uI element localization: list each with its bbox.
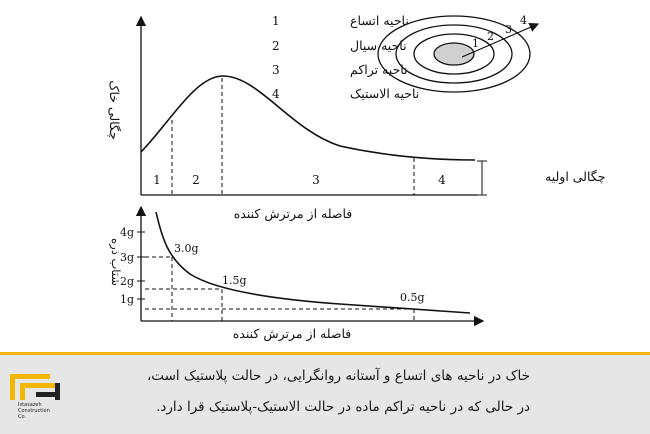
zone-label-2: 2 — [192, 173, 200, 187]
zone-label-3: 3 — [312, 173, 320, 187]
annotation-0.5g: 0.5g — [400, 291, 425, 304]
zone-label-1: 1 — [153, 173, 161, 187]
top-x-axis-label: فاصله از مرترش کننده — [233, 206, 353, 221]
legend-item-3-num: 3 — [272, 63, 280, 77]
annotation-1.5g: 1.5g — [222, 274, 247, 287]
bottom-x-axis-label: فاصله از مرترش کننده — [232, 326, 352, 341]
logo-line-2: Construction — [18, 408, 50, 414]
legend-item-1-num: 1 — [272, 14, 280, 28]
ring-label-4: 4 — [520, 14, 527, 27]
caption-line-1: خاک در ناحیه های اتساع و آستانه روانگرایی، در حالت پلاستیک است، — [146, 368, 530, 384]
logo-line-1: Istasazeh — [18, 402, 42, 408]
top-y-axis-label: چگالی خاک — [107, 80, 122, 140]
annotation-3.0g: 3.0g — [174, 242, 199, 255]
zone-legend — [272, 13, 419, 101]
legend-item-4-text: ناحیه الاستیک — [350, 86, 420, 101]
legend-item-2-text: ناحیه سیال — [350, 38, 407, 53]
tick-label-3g: 3g — [119, 251, 134, 264]
bottom-y-axis-label: شتاب ذره — [109, 238, 123, 286]
ring-label-2: 2 — [487, 30, 494, 43]
tick-label-2g: 2g — [119, 275, 134, 288]
legend-item-1-text: ناحیه اتساع — [350, 13, 409, 28]
caption-line-2: در حالی که در ناحیه تراکم ماده در حالت الاستیک-پلاستیک قرا دارد. — [156, 399, 530, 415]
bottom-chart — [109, 207, 483, 342]
concentric-zones-diagram — [378, 14, 538, 92]
logo-line-3: Co. — [18, 414, 27, 420]
zone-label-4: 4 — [438, 173, 446, 187]
initial-density-label: چگالی اولیه — [545, 169, 606, 184]
ring-label-1: 1 — [472, 37, 479, 50]
tick-label-4g: 4g — [119, 226, 134, 239]
caption-bar — [0, 352, 650, 434]
logo-mark-icon — [6, 372, 66, 402]
legend-item-4-num: 4 — [272, 87, 280, 101]
ring-label-3: 3 — [505, 23, 512, 36]
legend-item-2-num: 2 — [272, 39, 280, 53]
top-chart — [107, 13, 606, 222]
company-logo — [6, 372, 66, 430]
legend-item-3-text: ناحیه تراکم — [350, 62, 408, 77]
tick-label-1g: 1g — [119, 293, 134, 306]
